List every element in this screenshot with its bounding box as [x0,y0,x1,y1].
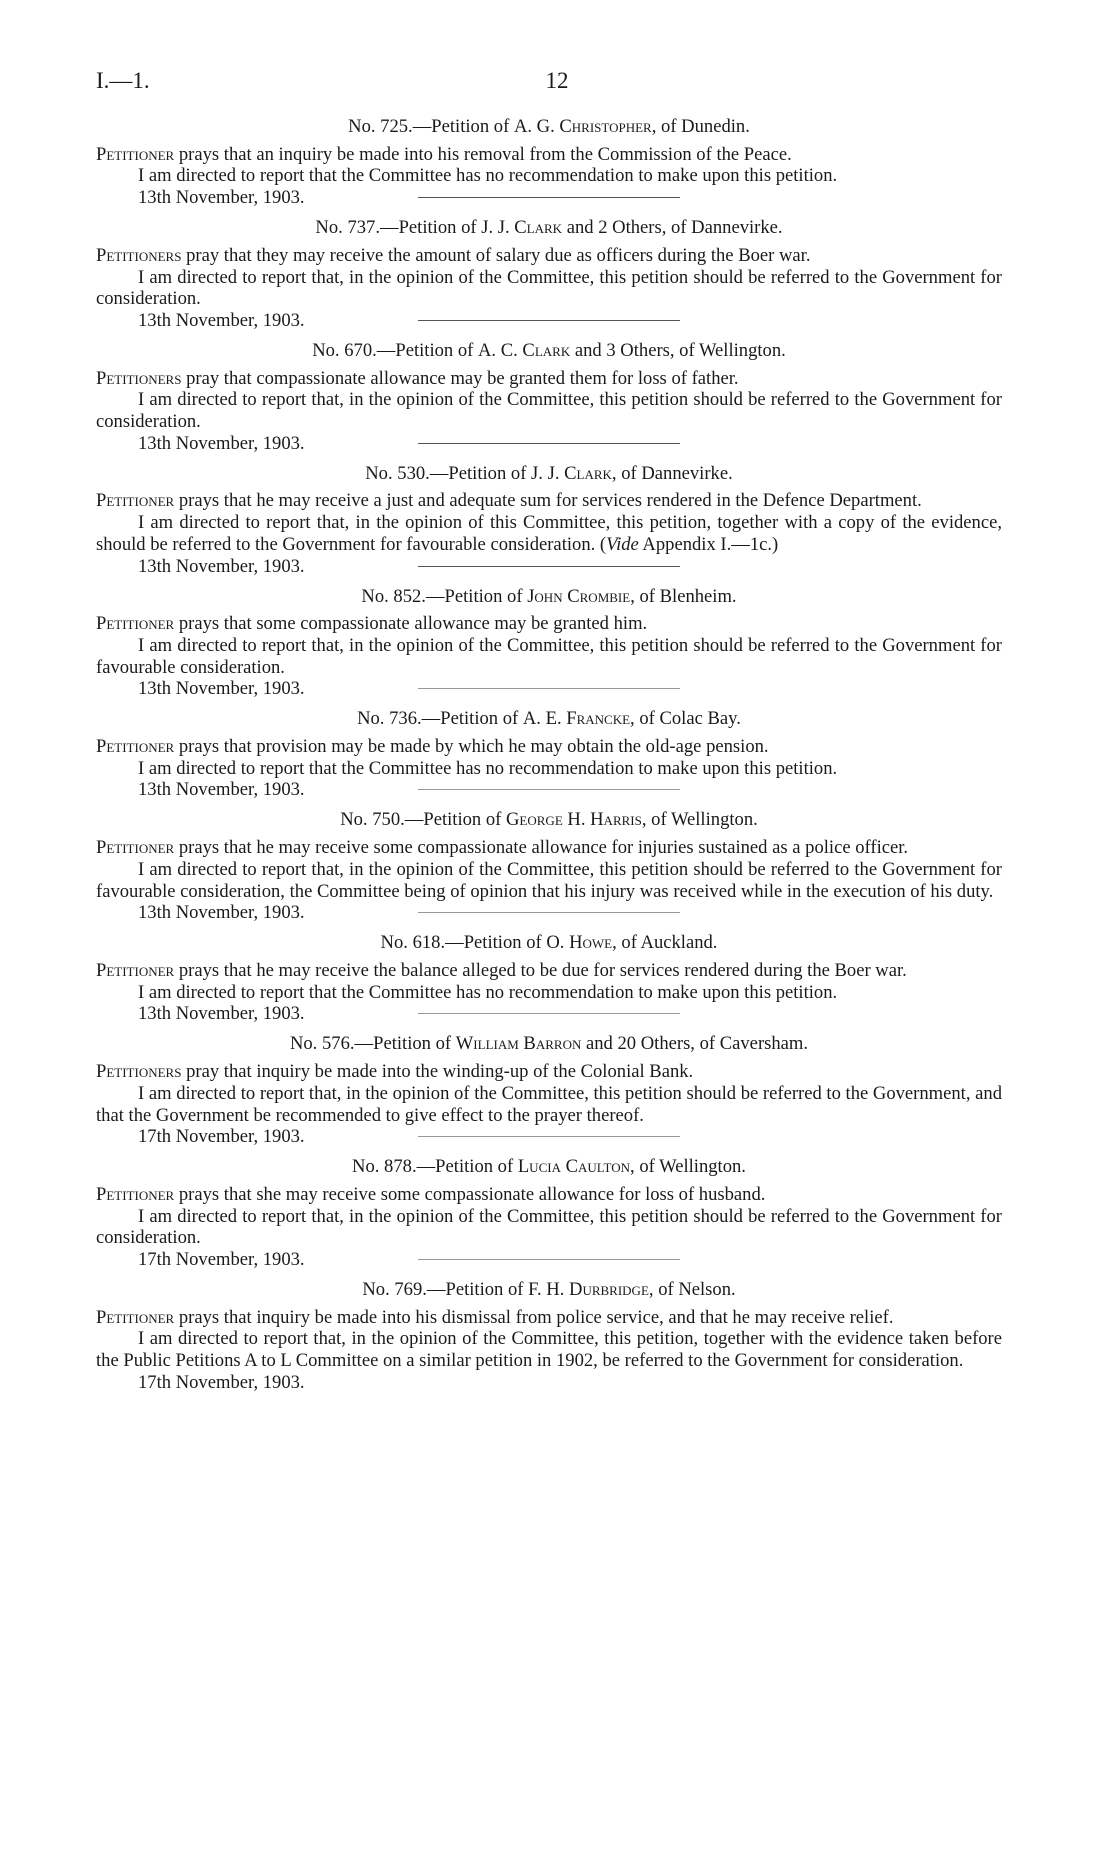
petition-prayer: Petitioner prays that he may receive a just and adequate sum for services rendered in the Defence Department. [96,490,922,512]
petition-title: No. 878.—Petition of Lucia Caulton, of Wellington. [352,1156,746,1178]
committee-report: I am directed to report that, in the opinion of the Committee, this petition, together with the evidence taken before the Public Petitions A to L Committee on a similar petition in 1902, be referred to the Government for consideration. [96,1328,1002,1372]
petitioner-name: J. J. Clark [531,462,612,484]
petitioner-name: Lucia Caulton [517,1156,631,1178]
petition-title: No. 852.—Petition of John Crombie, of Blenheim. [361,585,737,607]
section-divider [418,789,680,790]
petition-prayer: Petitioner prays that he may receive the balance alleged to be due for services rendered during the Boer war. [96,959,907,981]
report-date: 13th November, 1903. [138,1003,305,1025]
petition-prayer: Petitioner prays that he may receive some compassionate allowance for injuries sustained as a police officer. [96,837,909,859]
page-header [96,68,1018,98]
report-date: 17th November, 1903. [138,1126,305,1148]
committee-report: I am directed to report that the Committee has no recommendation to make upon this petition. [138,981,838,1003]
petition-prayer: Petitioner prays that she may receive some compassionate allowance for loss of husband. [96,1183,766,1205]
petitioner-name: J. J. Clark [481,217,563,239]
petitioner-name: F. H. Durbridge [528,1279,649,1301]
petition-entry [96,1279,1002,1394]
petition-entry [96,708,1002,801]
committee-report: I am directed to report that, in the opinion of the Committee, this petition should be referred to the Government for consideration. [96,266,1002,310]
petitioner-name: A. G. Christopher [513,116,652,137]
report-date: 13th November, 1903. [138,902,305,924]
petition-entry [96,932,1002,1025]
petitioner-name: O. Howe [546,932,613,954]
petition-entry [96,1156,1002,1271]
page-reference: I.—1. [96,68,150,93]
section-divider [418,912,680,913]
petition-entry [96,809,1002,924]
petition-title: No. 737.—Petition of J. J. Clark and 2 Others, of Dannevirke. [315,217,783,239]
petitioner-name: William Barron [455,1033,582,1055]
petition-title: No. 530.—Petition of J. J. Clark, of Dannevirke. [365,462,733,484]
section-divider [418,443,680,444]
section-divider [418,1013,680,1014]
committee-report: I am directed to report that, in the opinion of the Committee, this petition should be referred to the Government, and that the Government be recommended to give effect to the prayer thereof. [96,1082,1002,1126]
section-divider [418,688,680,689]
petition-entry [96,340,1002,455]
committee-report: I am directed to report that, in the opinion of the Committee, this petition should be referred to the Government for consideration. [96,1205,1002,1249]
petition-prayer: Petitioners pray that inquiry be made into the winding-up of the Colonial Bank. [96,1061,694,1083]
petition-prayer: Petitioner prays that inquiry be made into his dismissal from police service, and that he may receive relief. [96,1306,894,1328]
petition-title: No. 618.—Petition of O. Howe, of Auckland. [380,932,718,954]
section-divider [418,566,680,567]
report-date: 13th November, 1903. [138,187,305,209]
petition-title: No. 725.—Petition of A. G. Christopher, of Dunedin. [348,116,750,137]
committee-report: I am directed to report that the Committee has no recommendation to make upon this petition. [138,757,838,779]
report-date: 13th November, 1903. [138,432,305,454]
petitioner-name: A. E. Francke [522,708,631,730]
report-date: 13th November, 1903. [138,309,305,331]
report-date: 13th November, 1903. [138,678,305,700]
petition-entry [96,217,1002,332]
committee-report: I am directed to report that, in the opinion of this Committee, this petition, together with a copy of the evidence, should be referred to the Government for favourable consideration. (Vide Appendix I.—1c.) [96,512,1002,555]
petition-title: No. 750.—Petition of George H. Harris, of Wellington. [340,809,758,831]
section-divider [418,1259,680,1260]
petition-entry [96,116,1002,209]
page-number: 12 [545,68,569,93]
petitioner-name: A. C. Clark [478,339,571,361]
petition-prayer: Petitioner prays that some compassionate allowance may be granted him. [96,613,648,635]
committee-report: I am directed to report that the Committee has no recommendation to make upon this petition. [138,165,838,187]
petition-entry [96,586,1002,701]
report-date: 13th November, 1903. [138,555,305,577]
report-date: 13th November, 1903. [138,779,305,801]
petition-prayer: Petitioner prays that provision may be made by which he may obtain the old-age pension. [96,736,769,758]
petition-entry [96,1033,1002,1148]
report-date: 17th November, 1903. [138,1249,305,1271]
petition-entry [96,463,1002,578]
report-date: 17th November, 1903. [138,1371,305,1393]
committee-report: I am directed to report that, in the opinion of the Committee, this petition should be referred to the Government for favourable consideration. [96,634,1002,678]
petition-prayer: Petitioners pray that they may receive the amount of salary due as officers during the Boer war. [96,244,811,266]
section-divider [418,320,680,321]
committee-report: I am directed to report that, in the opinion of the Committee, this petition should be referred to the Government for consideration. [96,389,1002,433]
committee-report: I am directed to report that, in the opinion of the Committee, this petition should be referred to the Government for favourable consideration, the Committee being of opinion that his injury was received while in the execution of his duty. [96,858,1002,902]
petition-title: No. 769.—Petition of F. H. Durbridge, of Nelson. [362,1279,736,1301]
petitions-list [96,116,1002,1402]
section-divider [418,1136,680,1137]
petitioner-name: John Crombie [527,585,631,607]
petition-title: No. 670.—Petition of A. C. Clark and 3 Others, of Wellington. [312,339,786,361]
petition-prayer: Petitioners pray that compassionate allowance may be granted them for loss of father. [96,367,739,389]
petitioner-name: George H. Harris [506,809,642,831]
petition-prayer: Petitioner prays that an inquiry be made into his removal from the Commission of the Peace. [96,143,792,165]
section-divider [418,197,680,198]
petition-title: No. 576.—Petition of William Barron and 20 Others, of Caversham. [289,1033,809,1055]
petition-title: No. 736.—Petition of A. E. Francke, of Colac Bay. [357,708,741,730]
